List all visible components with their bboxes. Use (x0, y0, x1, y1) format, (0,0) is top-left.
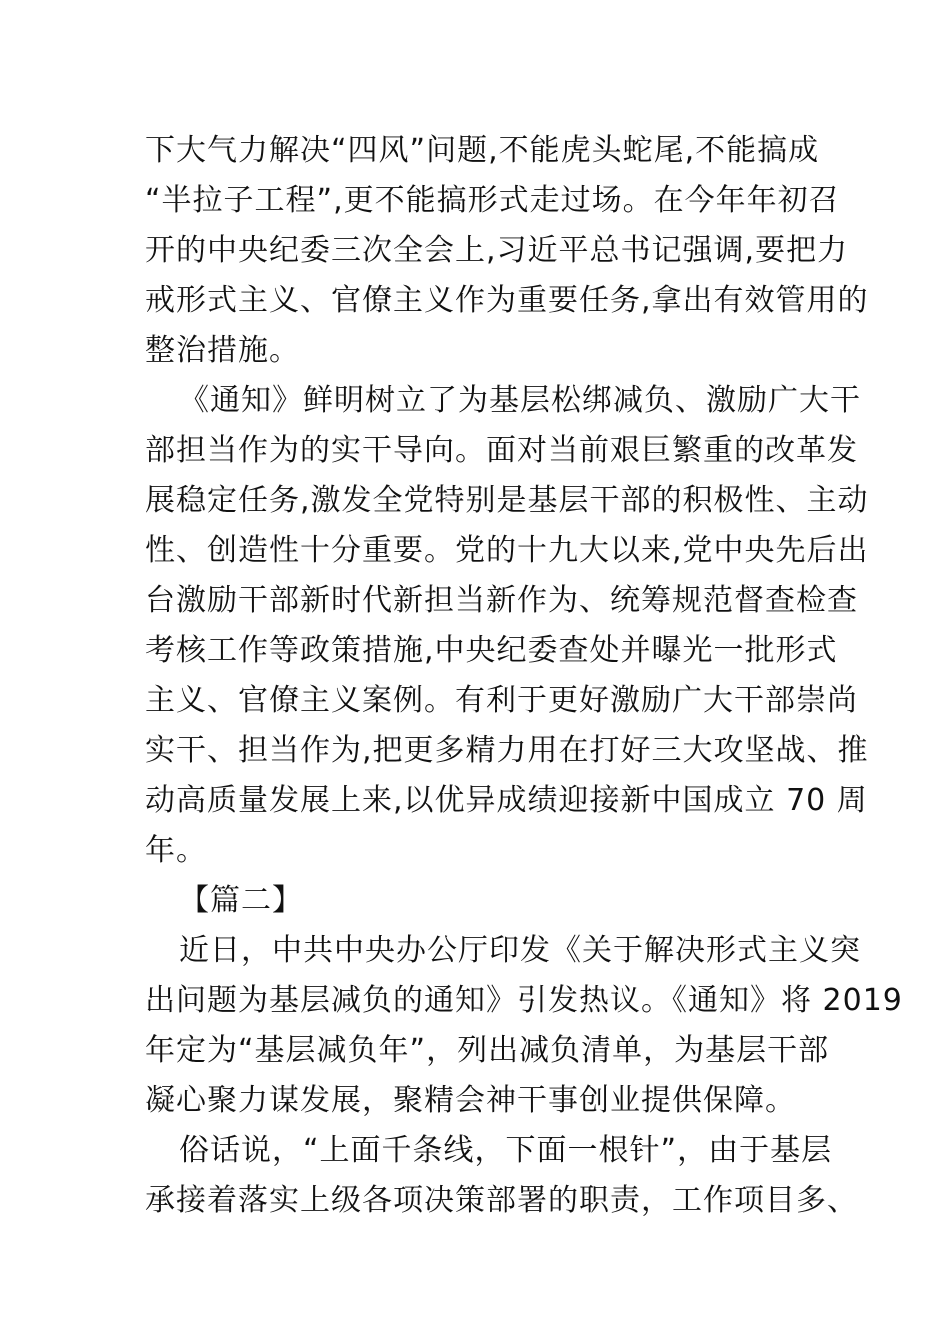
text-line: 性、创造性十分重要。党的十九大以来,党中央先后出 (145, 533, 869, 568)
text-line: 主义、官僚主义案例。有利于更好激励广大干部崇尚 (145, 683, 858, 718)
text-line: 台激励干部新时代新担当新作为、统筹规范督查检查 (145, 583, 858, 618)
text-line: 戒形式主义、官僚主义作为重要任务,拿出有效管用的 (145, 283, 869, 318)
text-line: 出问题为基层减负的通知》引发热议。《通知》将 2019 (145, 983, 903, 1018)
paragraph-start-line: 《通知》鲜明树立了为基层松绑减负、激励广大干 (179, 383, 861, 418)
text-line: 整治措施。 (145, 333, 300, 368)
section-heading: 【篇二】 (179, 883, 303, 918)
body-text (145, 126, 903, 1226)
text-line: 年定为“基层减负年”，列出减负清单，为基层干部 (145, 1033, 830, 1068)
text-line: 实干、担当作为,把更多精力用在打好三大攻坚战、推 (145, 733, 869, 768)
text-line: 开的中央纪委三次全会上,习近平总书记强调,要把力 (145, 233, 849, 268)
text-line: 承接着落实上级各项决策部署的职责，工作项目多、 (145, 1183, 858, 1218)
text-line: “半拉子工程”,更不能搞形式走过场。在今年年初召 (145, 183, 840, 218)
text-line: 凝心聚力谋发展，聚精会神干事创业提供保障。 (145, 1083, 796, 1118)
text-line: 考核工作等政策措施,中央纪委查处并曝光一批形式 (145, 633, 838, 668)
text-line: 年。 (145, 833, 207, 868)
paragraph-start-line: 近日，中共中央办公厅印发《关于解决形式主义突 (179, 933, 861, 968)
paragraph-start-line: 俗话说，“上面千条线，下面一根针”，由于基层 (179, 1133, 833, 1168)
text-line: 动高质量发展上来,以优异成绩迎接新中国成立 70 周 (145, 783, 868, 818)
text-line: 部担当作为的实干导向。面对当前艰巨繁重的改革发 (145, 433, 858, 468)
text-line: 下大气力解决“四风”问题,不能虎头蛇尾,不能搞成 (145, 133, 820, 168)
text-line: 展稳定任务,激发全党特别是基层干部的积极性、主动 (145, 483, 869, 518)
